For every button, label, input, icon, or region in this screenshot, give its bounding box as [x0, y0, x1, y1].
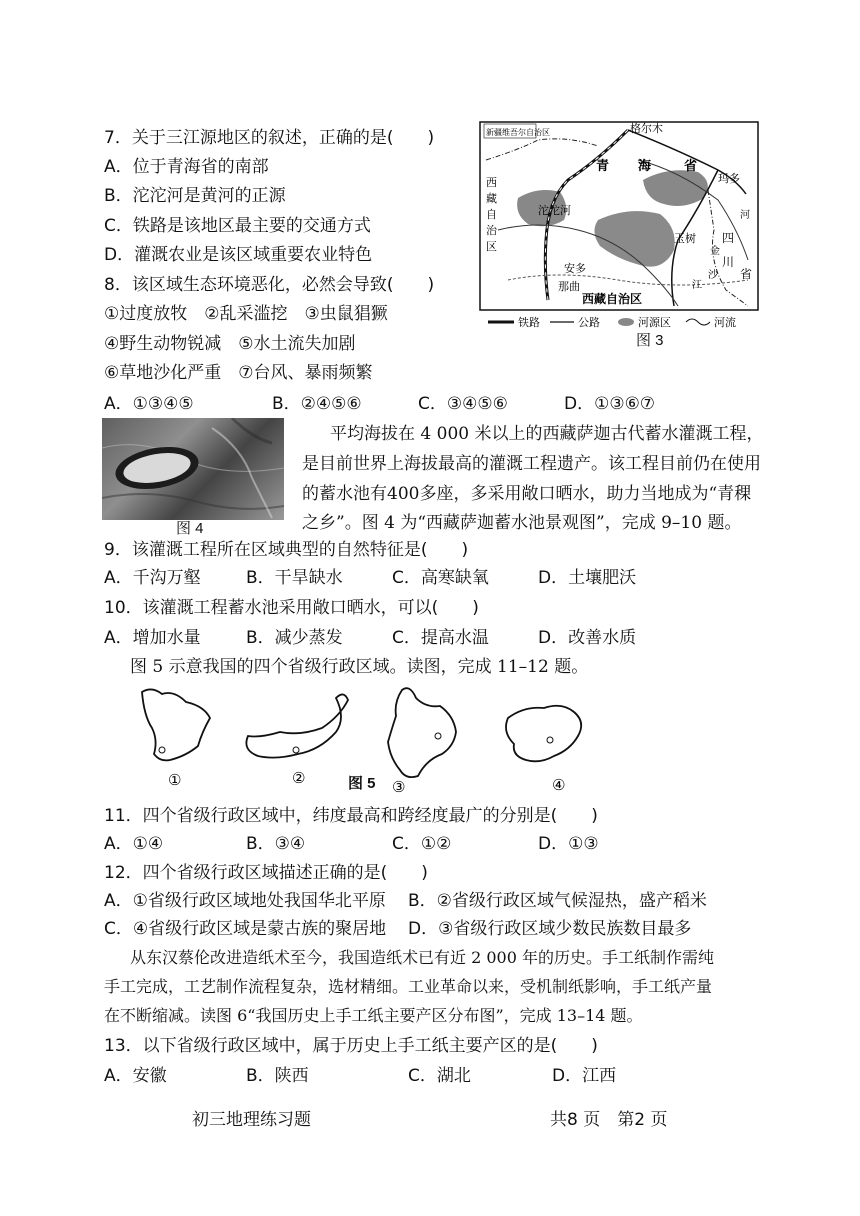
legend-source-area: 河源区: [638, 316, 671, 329]
photo-reservoir-landscape: [102, 418, 284, 520]
q8-option-b: B．②④⑤⑥: [272, 394, 362, 414]
q9-option-a: A．千沟万壑: [104, 568, 201, 588]
q11-option-d: D．①③: [538, 834, 599, 854]
province-label-4: ④: [552, 776, 566, 794]
province-outline-3: [388, 688, 456, 777]
q7-stem: 7．关于三江源地区的叙述，正确的是( ): [104, 128, 435, 148]
map-label-jiang: 江: [692, 280, 702, 291]
map-label-jin: 金: [710, 246, 720, 257]
map-label-xizang-left: 西: [486, 176, 497, 189]
province-label-3: ③: [392, 778, 406, 796]
map-label-geermu: 格尔木: [630, 122, 663, 135]
intro-9-line-1: 平均海拔在 4 000 米以上的西藏萨迦古代蓄水灌溉工程，: [330, 424, 764, 444]
svg-text:藏: 藏: [486, 192, 497, 205]
q8-option-c: C．③④⑤⑥: [418, 394, 508, 414]
province-label-2: ②: [292, 769, 306, 787]
intro-13-line-3: 在不断缩减。读图 6“我国历史上手工纸主要产区分布图”，完成 13–14 题。: [104, 1006, 643, 1025]
q7-option-d: D．灌溉农业是该区域重要农业特色: [104, 245, 373, 265]
figure-3-caption: 图 3: [636, 332, 664, 349]
q13-option-d: D．江西: [552, 1066, 617, 1086]
province-label-1: ①: [168, 771, 182, 789]
q10-stem: 10．该灌溉工程蓄水池采用敞口晒水，可以( ): [104, 598, 479, 618]
figure-4-caption: 图 4: [176, 520, 204, 537]
province-outline-2: [246, 694, 348, 757]
q10-option-b: B．减少蒸发: [246, 628, 343, 648]
q12-option-a: A．①省级行政区域地处我国华北平原: [104, 891, 386, 911]
intro-13-line-1: 从东汉蔡伦改进造纸术至今，我国造纸术已有近 2 000 年的历史。手工纸制作需纯: [130, 948, 714, 967]
intro-9-line-4: 之乡”。图 4 为“西藏萨迦蓄水池景观图”，完成 9–10 题。: [302, 513, 742, 533]
q13-stem: 13．以下省级行政区域中，属于历史上手工纸主要产区的是( ): [104, 1036, 598, 1056]
map-label-sheng: 省: [684, 159, 698, 174]
map-figure-3: [478, 120, 760, 335]
map-3-svg: [478, 120, 760, 335]
q7-option-b: B．沱沱河是黄河的正源: [104, 186, 286, 206]
svg-text:区: 区: [486, 240, 497, 253]
q9-stem: 9．该灌溉工程所在区域典型的自然特征是( ): [104, 540, 469, 560]
footer-exam-title: 初三地理练习题: [192, 1110, 311, 1130]
legend-river: 河流: [714, 316, 736, 329]
q12-stem: 12．四个省级行政区域描述正确的是( ): [104, 863, 428, 883]
q7-option-a: A．位于青海省的南部: [104, 157, 269, 177]
q11-option-c: C．①②: [392, 834, 452, 854]
q10-option-d: D．改善水质: [538, 628, 637, 648]
map-label-maduo: 玛多: [718, 172, 740, 185]
figure-5-caption: 图 5: [348, 775, 376, 792]
q8-items-2: ④野生动物锐减 ⑤水土流失加剧: [104, 334, 356, 354]
intro-9-line-2: 是目前世界上海拔最高的灌溉工程遗产。该工程目前仍在使用: [302, 454, 761, 474]
q8-items-1: ①过度放牧 ②乱采滥挖 ③虫鼠猖獗: [104, 304, 388, 324]
q12-option-d: D．③省级行政区域少数民族数目最多: [408, 919, 692, 939]
map-label-sheng2: 省: [740, 267, 753, 281]
svg-text:自: 自: [486, 208, 497, 221]
q13-option-b: B．陕西: [246, 1066, 309, 1086]
legend-road: 公路: [578, 316, 600, 329]
map-label-tuotuohe: 沱沱河: [538, 204, 571, 217]
q9-option-d: D．土壤肥沃: [538, 568, 637, 588]
svg-text:治: 治: [486, 224, 497, 237]
legend-railway: 铁路: [518, 316, 540, 329]
q13-option-a: A．安徽: [104, 1066, 167, 1086]
q10-option-c: C．提高水温: [392, 628, 489, 648]
map-label-naqu: 那曲: [558, 280, 580, 293]
q12-option-b: B．②省级行政区域气候湿热，盛产稻米: [408, 891, 707, 911]
q12-option-c: C．④省级行政区域是蒙古族的聚居地: [104, 919, 387, 939]
footer-page-number: 共8 页 第2 页: [550, 1110, 668, 1130]
province-outline-1: [142, 689, 210, 760]
map-label-xinjiang: 新疆维吾尔自治区: [486, 128, 550, 137]
intro-13-line-2: 手工完成，工艺制作流程复杂，选材精细。工业革命以来，受机制纸影响，手工纸产量: [104, 977, 713, 996]
map-label-yushu: 玉树: [674, 232, 696, 245]
map-label-hai: 海: [638, 159, 652, 174]
map-label-chuan: 川: [722, 255, 735, 269]
q7-option-c: C．铁路是该地区最主要的交通方式: [104, 216, 371, 236]
q8-items-3: ⑥草地沙化严重 ⑦台风、暴雨频繁: [104, 363, 373, 383]
map-label-anduo: 安多: [564, 262, 586, 275]
q9-option-c: C．高寒缺氧: [392, 568, 489, 588]
map-label-he: 河: [740, 210, 750, 221]
q11-stem: 11．四个省级行政区域中，纬度最高和跨经度最广的分别是( ): [104, 806, 598, 826]
q8-option-d: D．①③⑥⑦: [564, 394, 656, 414]
q8-option-a: A．①③④⑤: [104, 394, 194, 414]
q11-option-a: A．①④: [104, 834, 164, 854]
q9-option-b: B．干旱缺水: [246, 568, 343, 588]
map-label-xizang-bottom: 西藏自治区: [582, 292, 643, 306]
map-label-sha: 沙: [708, 270, 718, 281]
q8-stem: 8．该区域生态环境恶化，必然会导致( ): [104, 275, 435, 295]
q11-option-b: B．③④: [246, 834, 306, 854]
intro-9-line-3: 的蓄水池有400多座，多采用敞口晒水，助力当地成为“青稞: [302, 484, 752, 504]
q13-option-c: C．湖北: [408, 1066, 471, 1086]
intro-11: 图 5 示意我国的四个省级行政区域。读图，完成 11–12 题。: [130, 657, 589, 677]
map-label-qing: 青: [596, 159, 610, 174]
province-outline-4: [506, 706, 581, 762]
q10-option-a: A．增加水量: [104, 628, 201, 648]
map-label-si: 四: [722, 231, 735, 245]
